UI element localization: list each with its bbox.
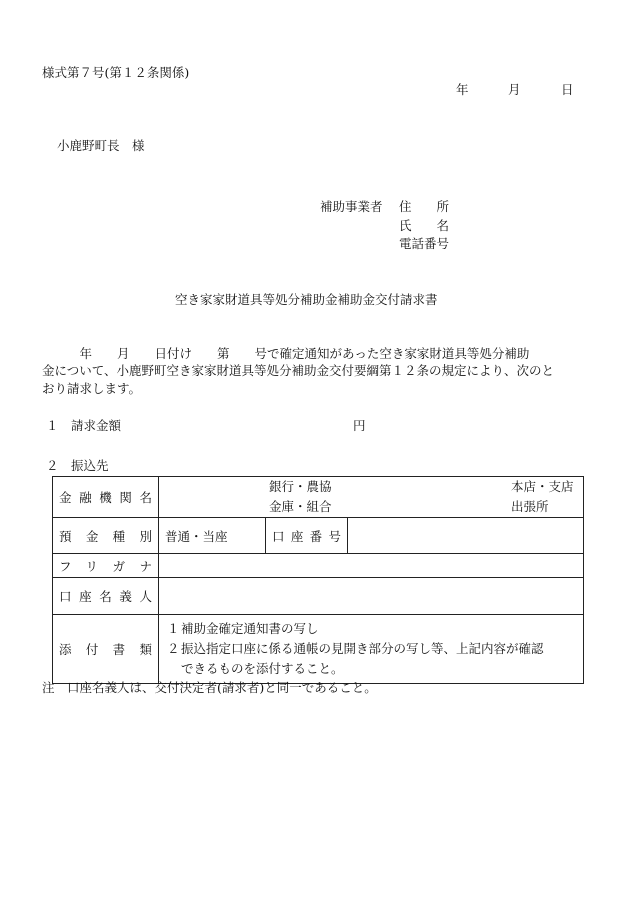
attachments-cell	[159, 615, 584, 684]
form-number: 様式第７号(第１２条関係)	[42, 65, 190, 80]
body-line-3: おり請求します。	[42, 381, 142, 396]
bank-info-table	[52, 476, 584, 684]
bank-type-2: 金庫・組合	[269, 499, 332, 514]
applicant-role: 補助事業者	[320, 199, 383, 214]
applicant-phone-label: 電話番号	[399, 236, 450, 251]
deposit-type-value[interactable]	[159, 518, 266, 554]
date-month: 月	[508, 82, 521, 97]
request-amount-label: １ 請求金額	[46, 418, 122, 433]
applicant-address-label: 住 所	[399, 199, 450, 214]
addressee: 小鹿野町長 様	[57, 138, 145, 153]
applicant-name-label: 氏 名	[399, 218, 450, 233]
account-number-label: 口座番号	[266, 518, 348, 554]
body-line-1: 年 月 日付け 第 号で確定通知があった空き家家財道具等処分補助	[42, 346, 530, 361]
attachment-item: １補助金確定通知書の写し	[167, 621, 319, 636]
request-amount-unit: 円	[353, 418, 366, 433]
attachment-item-continuation: できるものを添付すること。	[181, 661, 344, 676]
attachment-item: ２振込指定口座に係る通帳の見開き部分の写し等、上記内容が確認	[167, 641, 544, 656]
furigana-cell[interactable]	[159, 554, 584, 578]
deposit-type-label: 預金種別	[53, 518, 159, 554]
transfer-destination-label: ２ 振込先	[46, 458, 109, 473]
date-day: 日	[561, 82, 574, 97]
account-holder-label: 口座名義人	[53, 578, 159, 615]
branch-type-1: 本店・支店	[511, 479, 574, 494]
date-year: 年	[456, 82, 469, 97]
deposit-type-text: 普通・当座	[165, 528, 228, 544]
furigana-label: フリガナ	[53, 554, 159, 578]
bank-type-1: 銀行・農協	[269, 479, 332, 494]
bank-name-cell[interactable]	[159, 477, 584, 518]
attachments-label: 添付書類	[53, 615, 159, 684]
document-title: 空き家家財道具等処分補助金補助金交付請求書	[175, 292, 438, 307]
branch-type-2: 出張所	[511, 499, 549, 514]
bank-name-label: 金融機関名	[53, 477, 159, 518]
body-line-2: 金について、小鹿野町空き家家財道具等処分補助金交付要綱第１２条の規定により、次のと	[42, 363, 555, 378]
account-number-cell[interactable]	[348, 518, 584, 554]
account-holder-cell[interactable]	[159, 578, 584, 615]
note: 注 口座名義人は、交付決定者(請求者)と同一であること。	[42, 680, 377, 695]
